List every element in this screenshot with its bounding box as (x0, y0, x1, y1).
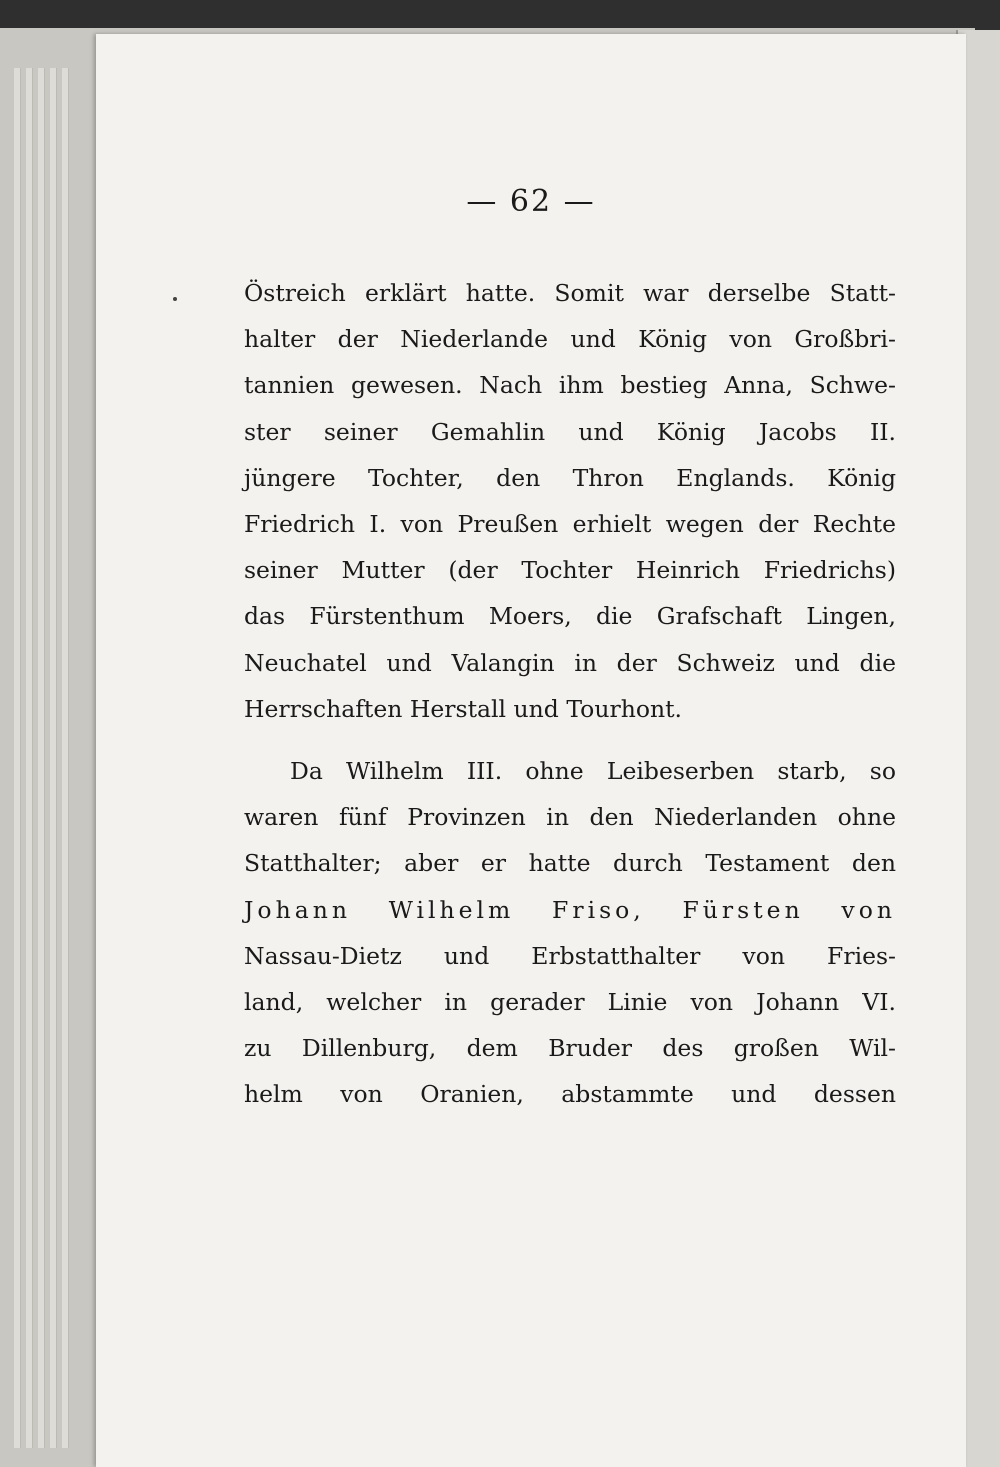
text-line: jüngere Tochter, den Thron Englands. König (244, 463, 896, 492)
text-line: Friedrich I. von Preußen erhielt wegen der Rechte (244, 510, 896, 539)
paragraph-1 (244, 270, 896, 732)
text-line: halter der Niederlande und König von Großbri- (244, 325, 896, 354)
text-line: das Fürstenthum Moers, die Grafschaft Lingen, (244, 602, 896, 631)
paragraph-gap (244, 732, 896, 748)
page-edge (26, 68, 33, 1448)
text-line: ster seiner Gemahlin und König Jacobs II. (244, 417, 896, 446)
page-number: — 62 — (466, 184, 596, 219)
text-line: Nassau-Dietz und Erbstatthalter von Fries- (244, 941, 896, 970)
margin-dot (173, 297, 177, 301)
text-line: Östreich erklärt hatte. Somit war derselbe Statt- (244, 279, 896, 307)
text-line: Statthalter; aber er hatte durch Testament den (244, 849, 896, 878)
text-line: Neuchatel und Valangin in der Schweiz und die (244, 648, 896, 677)
paragraph-2 (244, 748, 896, 1118)
text-line: zu Dillenburg, dem Bruder des großen Wil- (244, 1034, 896, 1063)
text-line: seiner Mutter (der Tochter Heinrich Friedrichs) (244, 556, 896, 585)
text-line: Johann Wilhelm Friso, Fürsten von (244, 895, 896, 924)
text-line: Da Wilhelm III. ohne Leibeserben starb, so (290, 757, 896, 786)
page-edge (38, 68, 45, 1448)
body-text (244, 270, 896, 1118)
text-line: land, welcher in gerader Linie von Johann VI. (244, 988, 896, 1017)
book-page (96, 34, 966, 1467)
page-edge (50, 68, 57, 1448)
page-edge (14, 68, 21, 1448)
page-edge (62, 68, 69, 1448)
text-line: helm von Oranien, abstammte und dessen (244, 1080, 896, 1109)
text-line: tannien gewesen. Nach ihm bestieg Anna, Schwe- (244, 371, 896, 400)
text-line: waren fünf Provinzen in den Niederlanden ohne (244, 803, 896, 832)
text-line: Herrschaften Herstall und Tourhont. (244, 694, 683, 723)
